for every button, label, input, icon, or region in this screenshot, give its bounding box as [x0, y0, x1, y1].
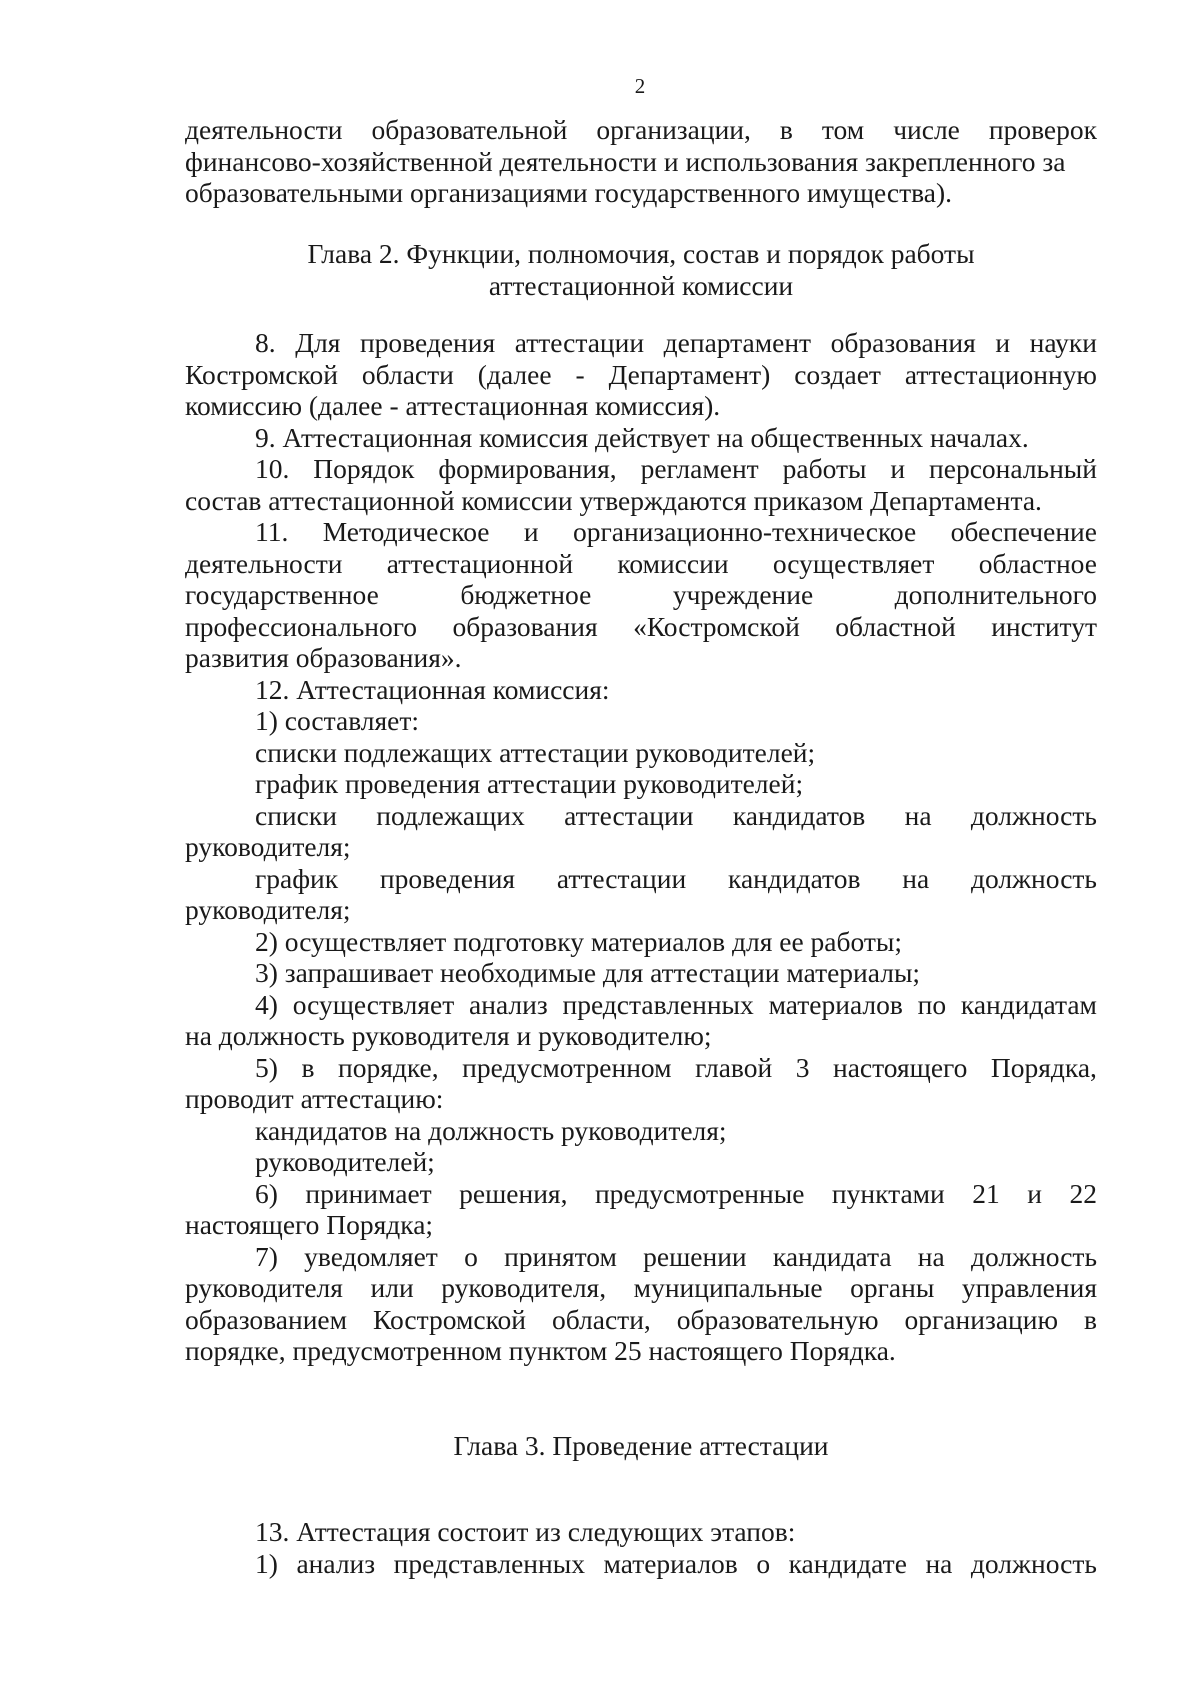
word: настоящего — [832, 1051, 968, 1083]
p12-item-5-a: кандидатов на должность руководителя; — [255, 1114, 727, 1146]
intro-line-1 — [185, 114, 1097, 146]
word: кандидатов — [728, 862, 861, 894]
word: формирования, — [438, 453, 617, 484]
word: создает — [794, 358, 881, 390]
word: 5) — [255, 1051, 278, 1083]
word: график — [255, 862, 339, 894]
p12-item-4-line-2: на должность руководителя и руководителю; — [185, 1020, 712, 1051]
word: представленных — [393, 1547, 585, 1579]
word: 3 — [795, 1051, 810, 1083]
word: на — [904, 799, 932, 831]
word: Порядка, — [990, 1051, 1097, 1083]
word: учреждение — [672, 579, 814, 610]
word: работы — [782, 453, 867, 484]
p12-item-3: 3) запрашивает необходимые для аттестации материалы; — [255, 957, 921, 988]
word: аттестации — [564, 799, 694, 831]
word: науки — [1029, 327, 1097, 358]
p11-line-1 — [185, 516, 1097, 548]
chapter-3-title: Глава 3. Проведение аттестации — [453, 1430, 829, 1461]
word: департамент — [663, 327, 812, 358]
word: регламент — [640, 453, 759, 484]
word: главой — [695, 1051, 773, 1083]
chapter-2-heading — [185, 238, 1097, 301]
word: кандидата — [772, 1240, 892, 1272]
word: Методическое — [322, 516, 490, 547]
word: в — [1083, 1303, 1097, 1335]
word: решении — [643, 1240, 747, 1272]
word: анализ — [296, 1547, 376, 1579]
word: управления — [961, 1272, 1097, 1303]
chapter-3-body — [185, 1516, 1097, 1579]
p12-item-6-line-2: настоящего Порядка; — [185, 1209, 434, 1240]
word: проведения — [379, 862, 516, 894]
p13-line-1: 13. Аттестация состоит из следующих этапов: — [255, 1516, 796, 1547]
word: или — [370, 1272, 414, 1303]
word: на — [925, 1547, 953, 1579]
word: Костромской — [185, 358, 338, 390]
word: проведения — [359, 327, 496, 358]
word: принимает — [305, 1177, 432, 1209]
word: 21 — [972, 1177, 1000, 1209]
word: государственное — [185, 579, 379, 610]
p12-list-d-line-1 — [185, 863, 1097, 895]
word: и — [523, 516, 539, 547]
word: 11. — [255, 516, 289, 547]
word: кандидате — [788, 1547, 907, 1579]
word: деятельности — [185, 547, 343, 579]
word: 10. — [255, 453, 290, 484]
p12-list-c-line-1 — [185, 800, 1097, 832]
chapter-3-heading — [185, 1430, 1097, 1462]
p12-item-4-line-1 — [185, 989, 1097, 1021]
word: материалов — [768, 988, 903, 1020]
p12-item-5-line-2: проводит аттестацию: — [185, 1083, 444, 1114]
word: аттестации — [556, 862, 687, 894]
word: Порядок — [313, 453, 415, 484]
chapter-2-title-line-1: Глава 2. Функции, полномочия, состав и порядок работы — [307, 238, 975, 269]
word: образовательной — [371, 114, 568, 145]
word: 6) — [255, 1177, 278, 1209]
word: области, — [551, 1303, 651, 1335]
word: аттестационной — [386, 547, 574, 579]
p12-item-1: 1) составляет: — [255, 705, 420, 736]
word: образовательную — [676, 1303, 879, 1335]
word: Костромской — [373, 1303, 526, 1335]
word: подлежащих — [376, 799, 525, 831]
word: списки — [255, 799, 337, 831]
word: о — [464, 1240, 478, 1272]
chapter-2-body — [185, 327, 1097, 1367]
p12-item-5-b: руководителей; — [255, 1146, 435, 1177]
word: проверок — [988, 114, 1097, 145]
word: руководителя, — [441, 1272, 607, 1303]
word: обеспечение — [950, 516, 1097, 547]
p9: 9. Аттестационная комиссия действует на общественных началах. — [255, 421, 1029, 453]
p11-line-2 — [185, 548, 1097, 580]
word: деятельности — [185, 114, 343, 145]
word: осуществляет — [292, 988, 455, 1020]
page-number: 2 — [634, 74, 646, 98]
word: органы — [850, 1272, 935, 1303]
word: том — [821, 114, 865, 145]
p12-item-5-line-1 — [185, 1052, 1097, 1084]
p11-line-3 — [185, 579, 1097, 611]
word: руководителя — [185, 1272, 343, 1303]
chapter-2-title-line-2: аттестационной комиссии — [488, 269, 794, 301]
word: образованием — [185, 1303, 348, 1335]
intro-line-3: образовательными организациями государственного имущества). — [185, 177, 953, 208]
p12-item-6-line-1 — [185, 1178, 1097, 1210]
p13-line-2 — [185, 1548, 1097, 1580]
word: кандидатов — [732, 799, 866, 831]
p12-item-7-line-1 — [185, 1241, 1097, 1273]
word: областной — [835, 610, 956, 642]
p10-line-1 — [185, 453, 1097, 485]
p8-line-2 — [185, 359, 1097, 391]
word: по — [917, 988, 947, 1020]
word: (далее — [477, 358, 552, 390]
word: материалов — [603, 1547, 738, 1579]
word: области — [361, 358, 454, 390]
word: профессионального — [185, 610, 418, 642]
p12-item-7-line-4: порядке, предусмотренном пунктом 25 настоящего Порядка. — [185, 1335, 896, 1366]
word: в — [779, 114, 793, 145]
word: и — [890, 453, 906, 484]
intro-paragraph — [185, 114, 1097, 209]
word: в — [301, 1051, 315, 1083]
word: должность — [970, 799, 1097, 831]
p12-list-d-line-2: руководителя; — [185, 894, 351, 925]
p8-line-1 — [185, 327, 1097, 359]
word: 22 — [1069, 1177, 1097, 1209]
word: областное — [978, 547, 1097, 579]
word: пунктами — [831, 1177, 945, 1209]
word: аттестации — [514, 327, 645, 358]
word: и — [1027, 1177, 1042, 1209]
word: уведомляет — [304, 1240, 438, 1272]
word: организации, — [596, 114, 751, 145]
word: о — [756, 1547, 771, 1579]
p8-line-3: комиссию (далее - аттестационная комиссия). — [185, 390, 721, 421]
p11-line-5: развития образования». — [185, 642, 462, 673]
word: муниципальные — [633, 1272, 823, 1303]
word: на — [917, 1240, 945, 1272]
word: Департамент) — [608, 358, 771, 390]
word: 7) — [255, 1240, 278, 1272]
word: числе — [893, 114, 960, 145]
word: принятом — [504, 1240, 617, 1272]
word: порядке, — [337, 1051, 439, 1083]
p12-list-c-line-2: руководителя; — [185, 831, 351, 862]
p10-line-2: состав аттестационной комиссии утверждаются приказом Департамента. — [185, 484, 1042, 516]
p12-title: 12. Аттестационная комиссия: — [255, 673, 610, 705]
word: бюджетное — [460, 579, 592, 610]
intro-line-2-text: финансово-хозяйственной деятельности и использования закрепленного за — [185, 145, 1066, 177]
word: комиссии — [617, 547, 729, 579]
p11-line-4 — [185, 611, 1097, 643]
word: предусмотренном — [462, 1051, 672, 1083]
word: предусмотренные — [594, 1177, 805, 1209]
word: на — [902, 862, 930, 894]
word: - — [575, 358, 585, 390]
p12-list-a: списки подлежащих аттестации руководителей; — [255, 736, 816, 768]
word: решения, — [459, 1177, 568, 1209]
p12-list-b: график проведения аттестации руководителей; — [255, 768, 804, 799]
word: 4) — [255, 988, 278, 1020]
word: кандидатам — [960, 988, 1097, 1020]
word: персональный — [929, 453, 1097, 484]
word: представленных — [562, 988, 754, 1020]
p12-item-7-line-3 — [185, 1304, 1097, 1336]
word: институт — [991, 610, 1097, 642]
word: и — [995, 327, 1011, 358]
p12-item-7-line-2 — [185, 1272, 1097, 1304]
intro-line-2 — [185, 146, 1097, 178]
word: аттестационную — [904, 358, 1097, 390]
word: должность — [970, 862, 1097, 894]
word: «Костромской — [633, 610, 800, 642]
word: Для — [295, 327, 341, 358]
word: осуществляет — [772, 547, 935, 579]
p12-item-2: 2) осуществляет подготовку материалов для ее работы; — [255, 925, 903, 957]
word: 8. — [255, 327, 276, 358]
word: дополнительного — [894, 579, 1097, 610]
word: образования — [830, 327, 976, 358]
word: анализ — [469, 988, 548, 1020]
word: организацию — [904, 1303, 1058, 1335]
word: организационно-техническое — [572, 516, 917, 547]
word: образования — [452, 610, 598, 642]
word: 1) — [255, 1547, 278, 1579]
word: должность — [970, 1240, 1097, 1272]
word: должность — [970, 1547, 1097, 1579]
